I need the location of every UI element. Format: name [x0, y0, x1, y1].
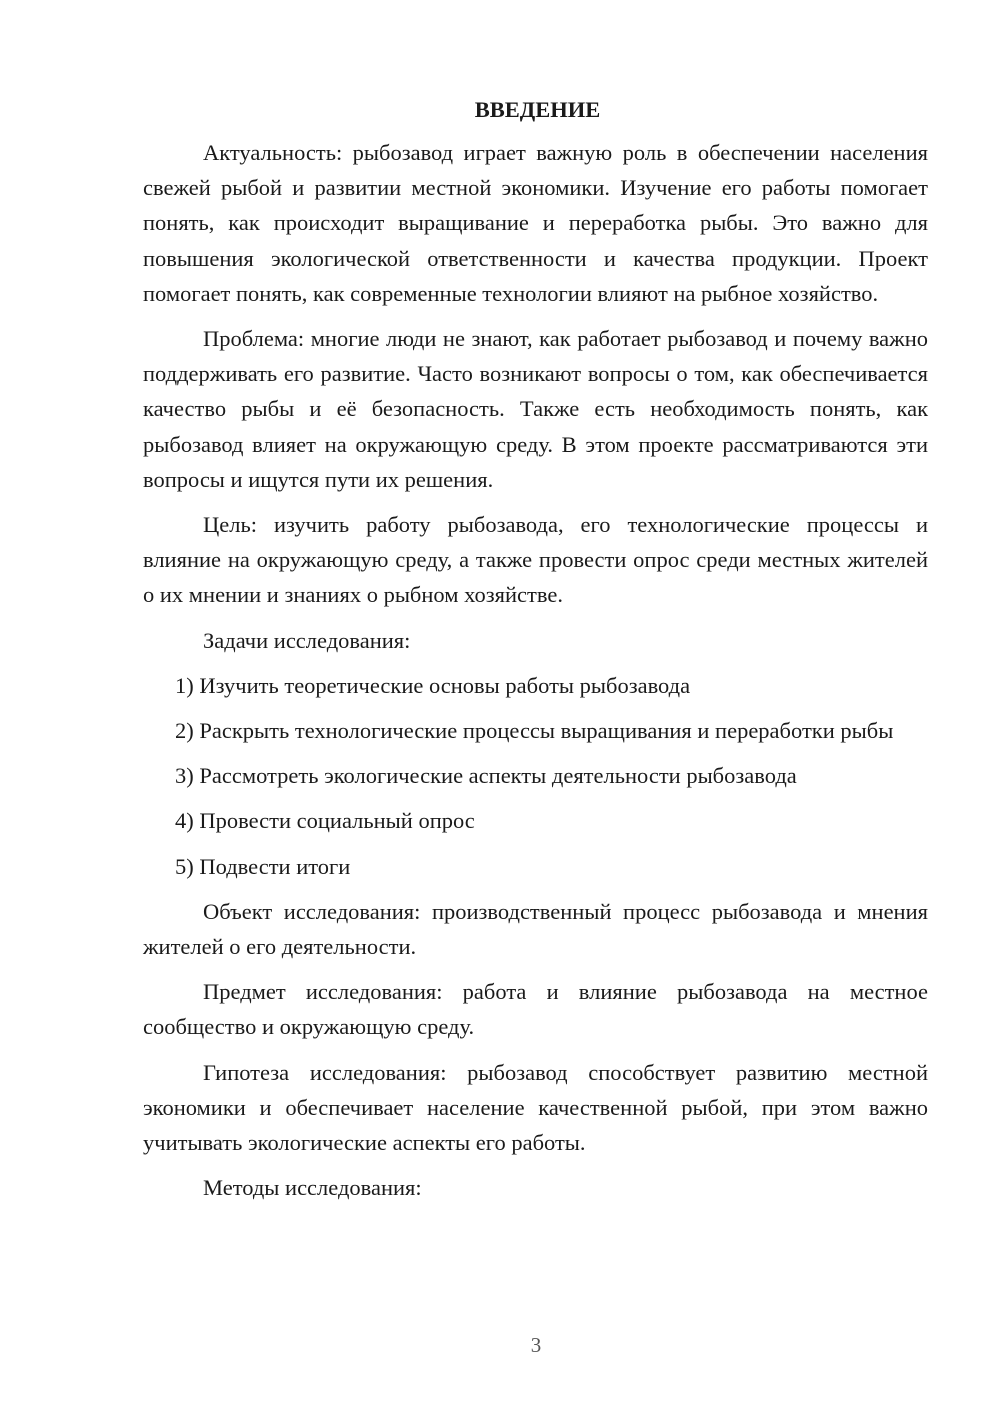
- task-item-5: 5) Подвести итоги: [175, 853, 351, 879]
- paragraph-problem: Проблема: многие люди не знают, как работает рыбозавод и почему важно поддерживать его развитие. Часто возникают вопросы о том, как обеспечивается качество рыбы и её безопасность. Также есть необходимость понять, как рыбозавод влияет на окружающую среду. В этом проекте рассматриваются эти вопросы и ищутся пути их решения.: [143, 326, 928, 492]
- paragraph-subject: Предмет исследования: работа и влияние рыбозавода на местное сообщество и окружающую среду.: [143, 979, 928, 1040]
- task-item-4: 4) Провести социальный опрос: [175, 808, 475, 834]
- paragraph-methods: Методы исследования:: [203, 1175, 422, 1201]
- paragraph-tasks-intro: Задачи исследования:: [203, 627, 411, 653]
- paragraph-goal: Цель: изучить работу рыбозавода, его технологические процессы и влияние на окружающую среду, а также провести опрос среди местных жителей о их мнении и знаниях о рыбном хозяйстве.: [143, 512, 928, 608]
- page-number: 3: [530, 1333, 542, 1357]
- paragraph-hypothesis: Гипотеза исследования: рыбозавод способствует развитию местной экономики и обеспечивает население качественной рыбой, при этом важно учитывать экологические аспекты его работы.: [143, 1059, 928, 1156]
- section-heading: ВВЕДЕНИЕ: [474, 97, 601, 122]
- task-item-1: 1) Изучить теоретические основы работы рыбозавода: [175, 672, 691, 698]
- task-item-2: 2) Раскрыть технологические процессы выращивания и переработки рыбы: [175, 718, 894, 744]
- page-body: [143, 92, 928, 1215]
- task-item-3: 3) Рассмотреть экологические аспекты деятельности рыбозавода: [175, 763, 797, 789]
- paragraph-object: Объект исследования: производственный процесс рыбозавода и мнения жителей о его деятельности.: [143, 898, 928, 960]
- paragraph-relevance: Актуальность: рыбозавод играет важную роль в обеспечении населения свежей рыбой и развитии местной экономики. Изучение его работы помогает понять, как происходит выращивание и переработка рыбы. Это важно для повышения экологической ответственности и качества продукции. Проект помогает понять, как современные технологии влияют на рыбное хозяйство.: [143, 140, 928, 306]
